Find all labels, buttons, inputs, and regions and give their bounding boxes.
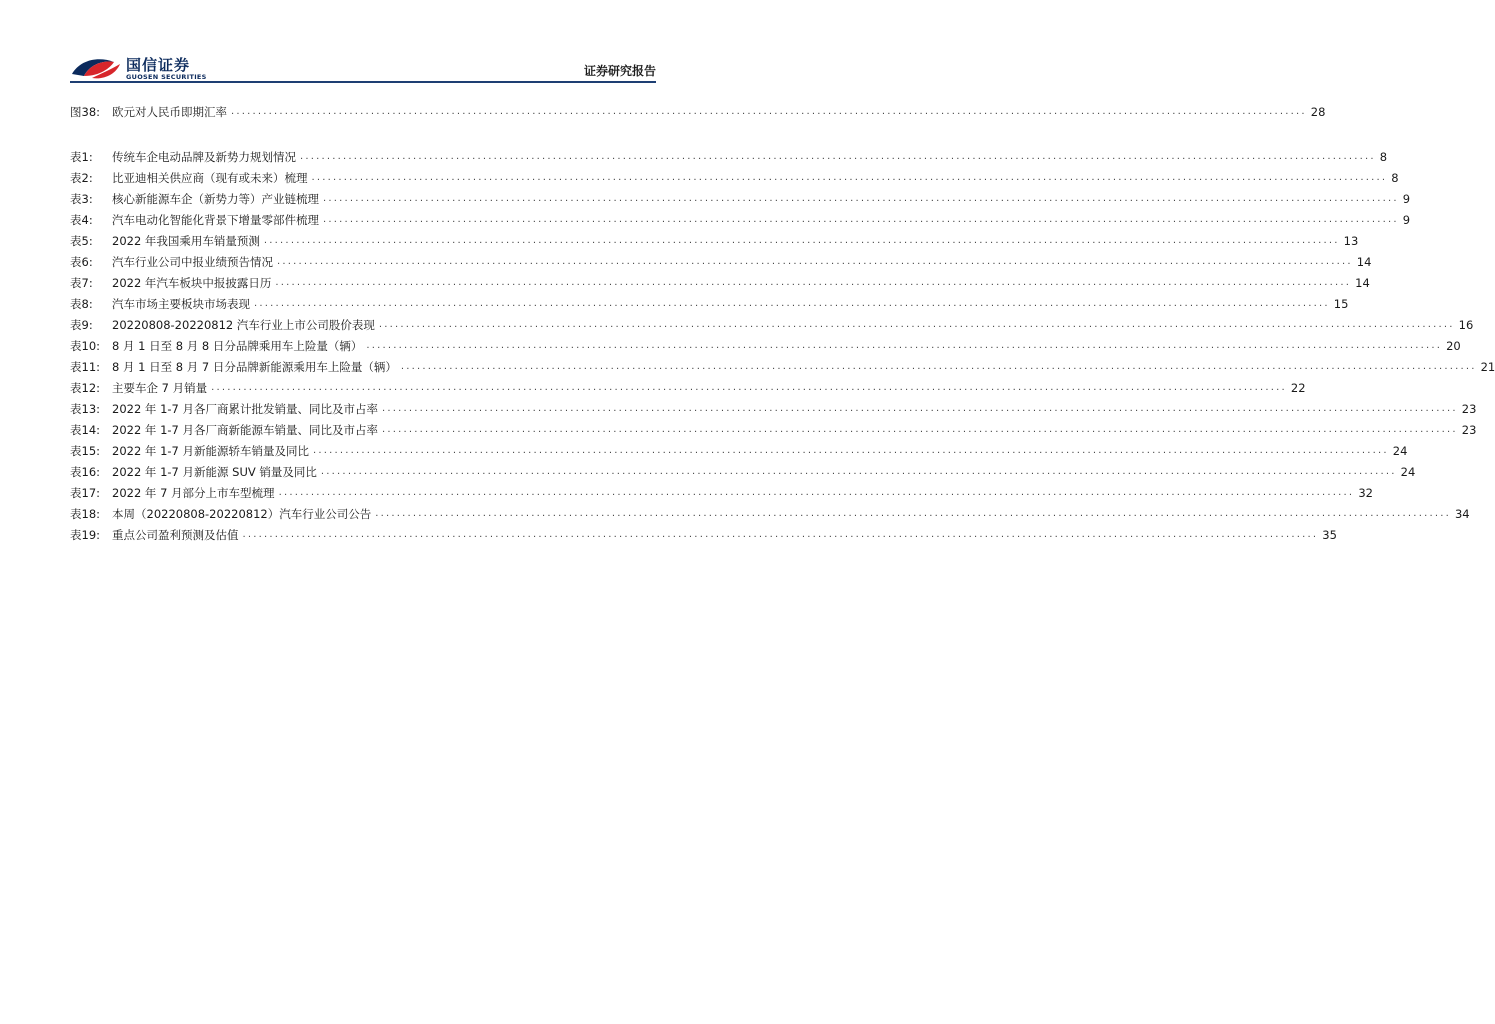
entry-page-number: 14: [1356, 254, 1372, 269]
entry-number: 表15:: [70, 443, 101, 458]
entry-title: 本周（20220808-20220812）汽车行业公司公告: [112, 506, 372, 521]
entry-page-number: 16: [1458, 317, 1474, 332]
entry-title: 2022 年我国乘用车销量预测: [112, 233, 260, 248]
entry-page-number: 22: [1290, 380, 1306, 395]
entry-title: 汽车行业公司中报业绩预告情况: [112, 254, 273, 269]
entry-title: 主要车企 7 月销量: [112, 380, 208, 395]
entry-title: 2022 年 1-7 月新能源轿车销量及同比: [112, 443, 310, 458]
toc-entry[interactable]: [70, 272, 1370, 293]
toc-entry[interactable]: [70, 230, 1359, 251]
dot-leader: ........................................................................................................................................................................................................: [263, 235, 1340, 246]
toc-entry[interactable]: [70, 419, 1477, 440]
entry-title: 重点公司盈利预测及估值: [112, 527, 239, 542]
entry-page-number: 20: [1446, 338, 1461, 353]
toc-entry[interactable]: [70, 524, 1337, 545]
entry-title: 比亚迪相关供应商（现有或未来）梳理: [112, 170, 308, 185]
dot-leader: ........................................................................................................................................................................................................: [313, 445, 1389, 456]
entry-number: 表11:: [70, 359, 101, 374]
entry-page-number: 35: [1322, 527, 1337, 542]
entry-number: 表1:: [70, 149, 93, 164]
toc-entry[interactable]: [70, 482, 1373, 503]
entry-title: 核心新能源车企（新势力等）产业链梳理: [112, 191, 319, 206]
entry-page-number: 8: [1379, 149, 1388, 164]
entry-page-number: 13: [1343, 233, 1359, 248]
entry-number: 表12:: [70, 380, 101, 395]
entry-page-number: 21: [1480, 359, 1495, 374]
dot-leader: ........................................................................................................................................................................................................: [382, 403, 1458, 414]
entry-title: 2022 年 1-7 月各厂商累计批发销量、同比及市占率: [112, 401, 379, 416]
entry-number: 表2:: [70, 170, 93, 185]
dot-leader: ........................................................................................................................................................................................................: [242, 529, 1319, 540]
entry-title: 传统车企电动品牌及新势力规划情况: [112, 149, 296, 164]
entry-number: 表19:: [70, 527, 101, 542]
entry-title: 2022 年 1-7 月新能源 SUV 销量及同比: [112, 464, 317, 479]
toc-entry[interactable]: [70, 335, 1461, 356]
toc-entry[interactable]: [70, 209, 1411, 230]
entry-number: 表14:: [70, 422, 101, 437]
entry-page-number: 8: [1391, 170, 1399, 185]
toc-entry[interactable]: [70, 356, 1495, 377]
entry-page-number: 24: [1400, 464, 1416, 479]
dot-leader: ........................................................................................................................................................................................................: [300, 151, 1376, 162]
toc-entry[interactable]: [70, 503, 1470, 524]
entry-number: 表4:: [70, 212, 93, 227]
entry-page-number: 32: [1358, 485, 1373, 500]
table-list: [70, 146, 1495, 545]
entry-title: 2022 年 1-7 月各厂商新能源车销量、同比及市占率: [112, 422, 379, 437]
toc-entry[interactable]: [70, 398, 1477, 419]
dot-leader: ........................................................................................................................................................................................................: [254, 298, 1330, 309]
section-gap: [70, 122, 656, 146]
entry-number: 表10:: [70, 338, 101, 353]
entry-number: 表6:: [70, 254, 93, 269]
logo-english-name: GUOSEN SECURITIES: [126, 73, 207, 81]
entry-title: 2022 年 7 月部分上市车型梳理: [112, 485, 275, 500]
toc-entry[interactable]: [70, 461, 1416, 482]
toc-entry[interactable]: [70, 314, 1474, 335]
entry-number: 表13:: [70, 401, 101, 416]
dot-leader: ........................................................................................................................................................................................................: [378, 319, 1455, 330]
entry-number: 表7:: [70, 275, 93, 290]
entry-number: 表9:: [70, 317, 93, 332]
dot-leader: ........................................................................................................................................................................................................: [400, 361, 1477, 372]
entry-page-number: 15: [1333, 296, 1349, 311]
dot-leader: ........................................................................................................................................................................................................: [278, 487, 1355, 498]
entry-page-number: 9: [1402, 212, 1411, 227]
entry-number: 表16:: [70, 464, 101, 479]
toc-entry[interactable]: [70, 167, 1399, 188]
entry-page-number: 14: [1355, 275, 1370, 290]
dot-leader: ........................................................................................................................................................................................................: [320, 466, 1397, 477]
entry-number: 表5:: [70, 233, 93, 248]
entry-title: 汽车市场主要板块市场表现: [112, 296, 250, 311]
entry-page-number: 34: [1454, 506, 1470, 521]
dot-leader: ........................................................................................................................................................................................................: [366, 340, 1443, 351]
entry-number: 图38:: [70, 104, 101, 119]
dot-leader: ........................................................................................................................................................................................................: [323, 214, 1399, 225]
dot-leader: ........................................................................................................................................................................................................: [211, 382, 1287, 393]
entry-number: 表18:: [70, 506, 101, 521]
toc-entry[interactable]: [70, 440, 1408, 461]
dot-leader: ........................................................................................................................................................................................................: [311, 172, 1388, 183]
entry-page-number: 9: [1402, 191, 1411, 206]
entry-number: 表17:: [70, 485, 101, 500]
toc-entry[interactable]: [70, 377, 1306, 398]
entry-page-number: 23: [1461, 422, 1477, 437]
entry-number: 表3:: [70, 191, 93, 206]
dot-leader: ........................................................................................................................................................................................................: [375, 508, 1451, 519]
entry-title: 欧元对人民币即期汇率: [112, 104, 227, 119]
header-divider: [70, 81, 656, 83]
entry-title: 汽车电动化智能化背景下增量零部件梳理: [112, 212, 319, 227]
toc-entry[interactable]: [70, 251, 1372, 272]
entry-title: 8 月 1 日至 8 月 8 日分品牌乘用车上险量（辆）: [112, 338, 363, 353]
dot-leader: ........................................................................................................................................................................................................: [323, 193, 1399, 204]
toc-entry[interactable]: [70, 293, 1349, 314]
entry-title: 20220808-20220812 汽车行业上市公司股价表现: [112, 317, 375, 332]
guosen-logo-mark-icon: [70, 52, 122, 82]
entry-page-number: 24: [1392, 443, 1408, 458]
figure-list: [70, 101, 1326, 122]
dot-leader: ........................................................................................................................................................................................................: [277, 256, 1353, 267]
report-type-label: 证券研究报告: [583, 64, 656, 78]
toc-entry[interactable]: [70, 188, 1411, 209]
toc-entry[interactable]: [70, 101, 1326, 122]
entry-page-number: 23: [1461, 401, 1477, 416]
dot-leader: ........................................................................................................................................................................................................: [275, 277, 1352, 288]
entry-title: 8 月 1 日至 8 月 7 日分品牌新能源乘用车上险量（辆）: [112, 359, 397, 374]
table-of-contents: [70, 101, 1495, 545]
entry-number: 表8:: [70, 296, 93, 311]
dot-leader: ........................................................................................................................................................................................................: [382, 424, 1458, 435]
logo-chinese-name: 国信证券: [126, 56, 191, 74]
toc-entry[interactable]: [70, 146, 1388, 167]
entry-title: 2022 年汽车板块中报披露日历: [112, 275, 272, 290]
dot-leader: ........................................................................................................................................................................................................: [231, 106, 1307, 117]
entry-page-number: 28: [1310, 104, 1326, 119]
